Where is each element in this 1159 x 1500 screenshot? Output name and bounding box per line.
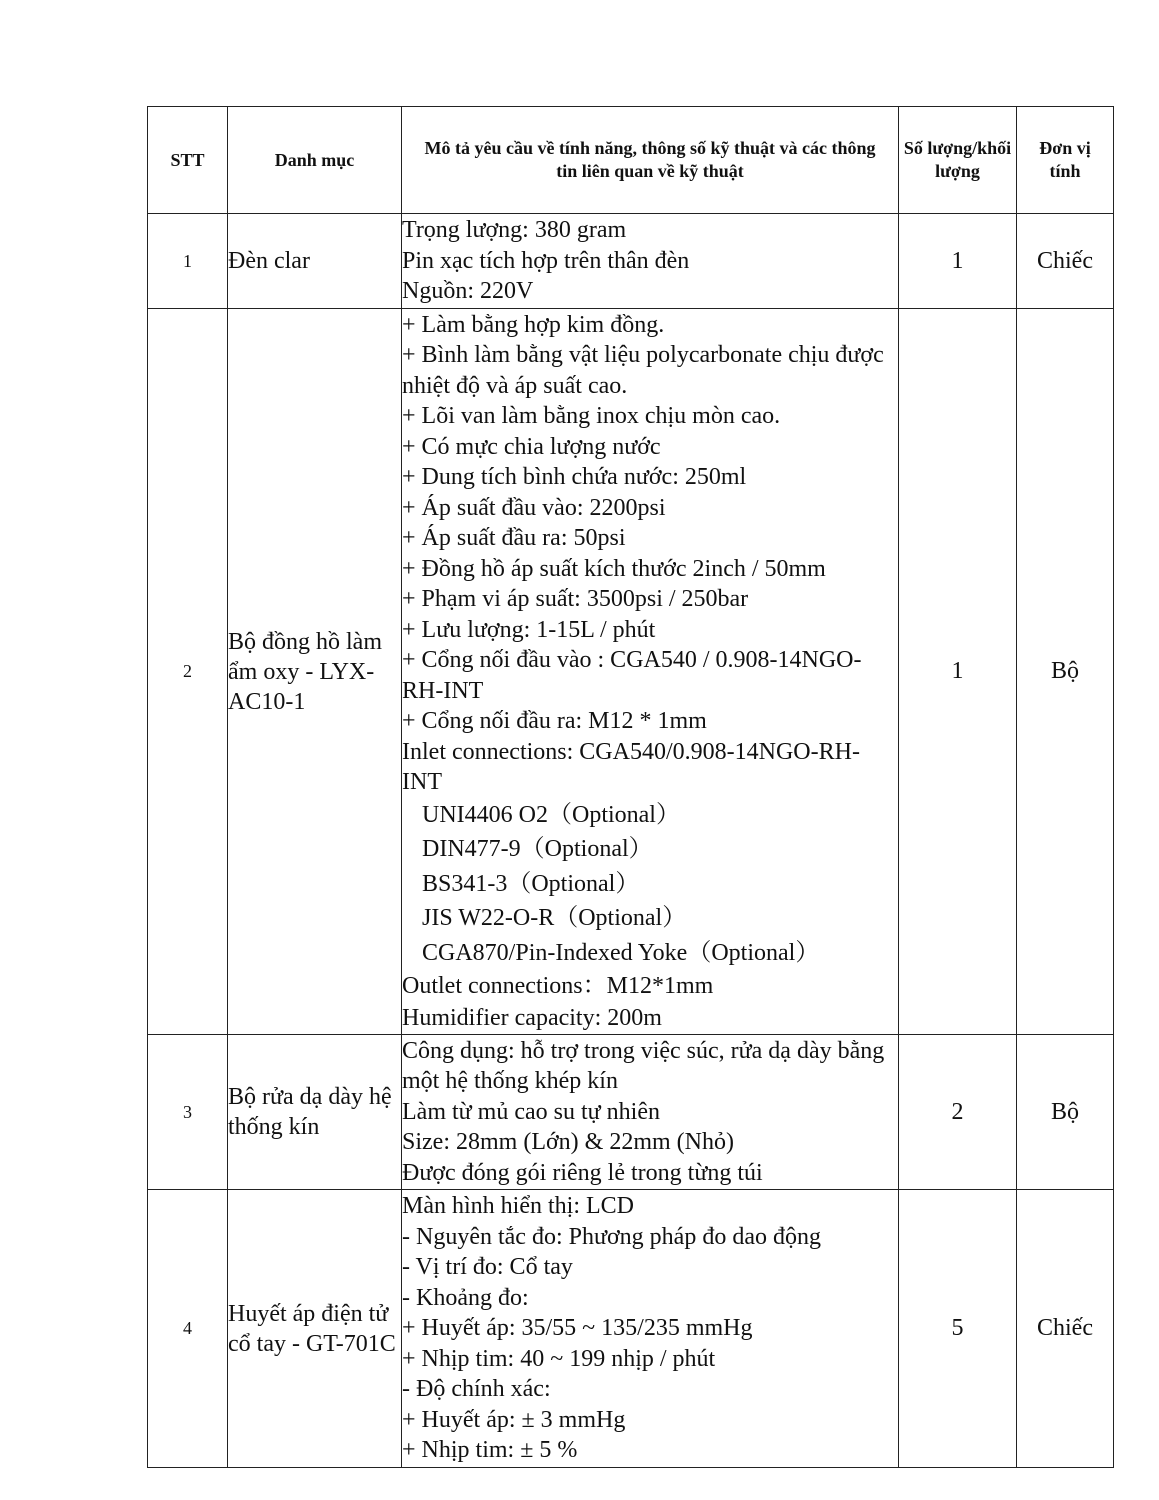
description-line: + Áp suất đầu vào: 2200psi — [402, 494, 666, 521]
header-unit: Đơn vị tính — [1017, 107, 1114, 214]
description-line: + Dung tích bình chứa nước: 250ml — [402, 464, 747, 490]
description-line: Trọng lượng: 380 gram — [402, 217, 627, 244]
spec-sheet — [147, 106, 1113, 1468]
description-line: Inlet connections: CGA540/0.908-14NGO-RH-INT — [402, 738, 860, 795]
description-line: - Nguyên tắc đo: Phương pháp đo dao động — [402, 1223, 821, 1250]
description-line: + Cổng nối đầu vào : CGA540 / 0.908-14NGO-RH-INT — [402, 647, 862, 704]
row-category: Bộ đồng hồ làm ẩm oxy - LYX-AC10-1 — [228, 309, 402, 1035]
description-line: Màn hình hiển thị: LCD — [402, 1193, 634, 1220]
description-line: + Làm bằng hợp kim đồng. — [402, 311, 665, 338]
description-line: + Nhịp tim: ± 5 % — [402, 1437, 578, 1464]
row-stt: 1 — [148, 214, 228, 309]
option-line: UNI4406 O2（Optional） — [422, 801, 680, 828]
description-line: + Phạm vi áp suất: 3500psi / 250bar — [402, 586, 749, 612]
description-line: + Có mực chia lượng nước — [402, 433, 661, 460]
description-line: Humidifier capacity: 200m — [402, 1005, 662, 1031]
row-quantity: 1 — [899, 214, 1017, 309]
header-description: Mô tả yêu cầu về tính năng, thông số kỹ thuật và các thông tin liên quan về kỹ thuật — [402, 107, 899, 214]
description-line: - Khoảng đo: — [402, 1284, 529, 1311]
row-category: Đèn clar — [228, 214, 402, 309]
description-line: Được đóng gói riêng lẻ trong từng túi — [402, 1159, 763, 1186]
description-line: Làm từ mủ cao su tự nhiên — [402, 1098, 660, 1125]
option-line: DIN477-9（Optional） — [422, 836, 653, 862]
description-line: Pin xạc tích hợp trên thân đèn — [402, 247, 690, 274]
spec-table — [147, 106, 1114, 1468]
table-row — [148, 1190, 1114, 1468]
description-line: + Huyết áp: 35/55 ~ 135/235 mmHg — [402, 1315, 753, 1342]
row-category: Huyết áp điện tử cổ tay - GT-701C — [228, 1190, 402, 1468]
row-description — [402, 1190, 899, 1468]
description-line: Nguồn: 220V — [402, 278, 534, 305]
row-stt: 4 — [148, 1190, 228, 1468]
description-line: + Lưu lượng: 1-15L / phút — [402, 616, 656, 643]
description-line: - Độ chính xác: — [402, 1376, 551, 1403]
description-line: + Đồng hồ áp suất kích thước 2inch / 50mm — [402, 555, 826, 582]
description-line: Outlet connections：M12*1mm — [402, 973, 714, 999]
option-line: JIS W22-O-R（Optional） — [422, 905, 687, 931]
description-line: + Nhịp tim: 40 ~ 199 nhịp / phút — [402, 1345, 716, 1372]
row-description — [402, 1035, 899, 1190]
option-line: CGA870/Pin-Indexed Yoke（Optional） — [422, 939, 820, 966]
row-stt: 2 — [148, 309, 228, 1035]
description-line: + Áp suất đầu ra: 50psi — [402, 525, 626, 551]
description-line: + Cổng nối đầu ra: M12 * 1mm — [402, 708, 707, 734]
row-stt: 3 — [148, 1035, 228, 1190]
description-line: + Bình làm bằng vật liệu polycarbonate chịu được nhiệt độ và áp suất cao. — [402, 342, 884, 399]
row-unit: Bộ — [1017, 1035, 1114, 1190]
description-line: Công dụng: hỗ trợ trong việc súc, rửa dạ dày bằng một hệ thống khép kín — [402, 1037, 885, 1095]
row-unit: Chiếc — [1017, 1190, 1114, 1468]
row-quantity: 1 — [899, 309, 1017, 1035]
header-category: Danh mục — [228, 107, 402, 214]
row-description — [402, 309, 899, 1035]
table-row — [148, 214, 1114, 309]
table-row — [148, 1035, 1114, 1190]
row-unit: Chiếc — [1017, 214, 1114, 309]
row-quantity: 2 — [899, 1035, 1017, 1190]
description-line: + Huyết áp: ± 3 mmHg — [402, 1406, 626, 1433]
table-row — [148, 309, 1114, 1035]
description-line: - Vị trí đo: Cổ tay — [402, 1254, 573, 1281]
row-quantity: 5 — [899, 1190, 1017, 1468]
header-stt: STT — [148, 107, 228, 214]
option-line: BS341-3（Optional） — [422, 870, 640, 897]
row-category: Bộ rửa dạ dày hệ thống kín — [228, 1035, 402, 1190]
row-unit: Bộ — [1017, 309, 1114, 1035]
description-line: Size: 28mm (Lớn) & 22mm (Nhỏ) — [402, 1129, 734, 1156]
row-description — [402, 214, 899, 309]
header-quantity: Số lượng/khối lượng — [899, 107, 1017, 214]
description-line: + Lõi van làm bằng inox chịu mòn cao. — [402, 403, 781, 429]
table-header-row — [148, 107, 1114, 214]
